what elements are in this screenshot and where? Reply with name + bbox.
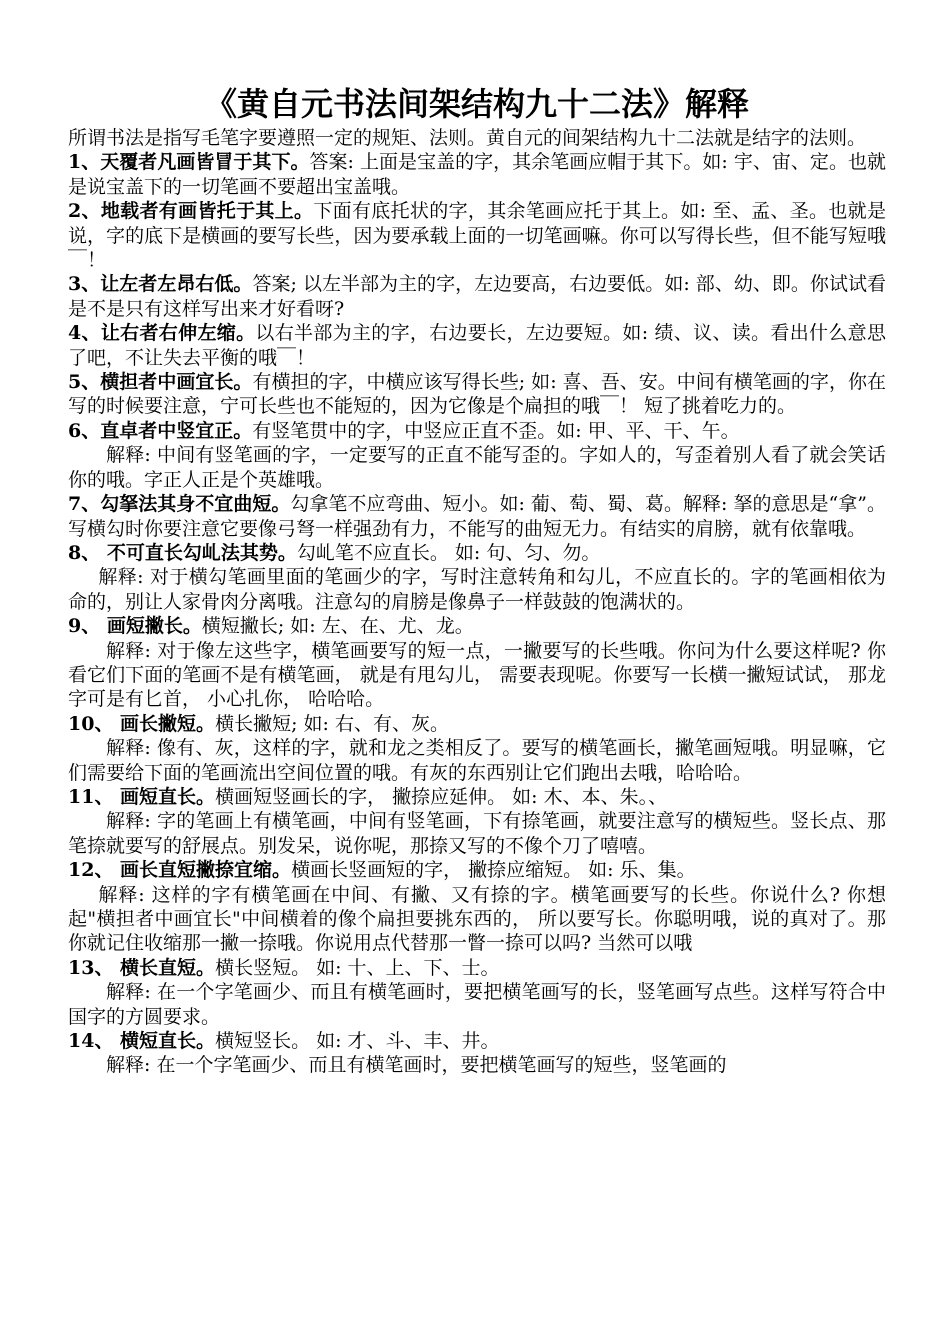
rule-14-explanation: 解释: 在一个字笔画少、而且有横笔画时，要把横笔画写的短些，竖笔画的: [106, 1054, 727, 1077]
rule-heading: 4、让右者右伸左缩。: [68, 322, 256, 345]
rule-10: [68, 712, 886, 736]
rule-body: 答案: 上面是宝盖的字，其余笔画应帽于其下。如: 宇、宙、定。也就是说宝盖下的一切笔画不要超出宝盖哦。: [68, 151, 886, 198]
rule-11-explanation: 解释: 字的笔画上有横笔画，中间有竖笔画，下有捺笔画，就要注意写的横短些。竖长点、那笔捺就要写的舒展点。别发呆，说你呢，那捺又写的不像个刀了嘻嘻。: [68, 810, 886, 857]
rule-heading: 10、 画长撇短。: [68, 712, 216, 735]
rule-6-explanation: 解释: 中间有竖笔画的字，一定要写的正直不能写歪的。字如人的，写歪着别人看了就会笑话你的哦。字正人正是个英雄哦。: [68, 444, 886, 491]
rule-4: [68, 321, 886, 370]
rule-9: [68, 614, 886, 638]
rule-heading: 11、 画短直长。: [68, 785, 216, 808]
rule-body: 横短撇长; 如: 左、在、尤、龙。: [201, 615, 474, 638]
rule-8-explanation: 解释: 对于横勾笔画里面的笔画少的字，写时注意转角和勾儿，不应直长的。字的笔画相依为命的，别让人家骨肉分离哦。注意勾的肩膀是像鼻子一样鼓鼓的饱满状的。: [68, 566, 886, 613]
rule-10-explanation: 解释: 像有、灰，这样的字，就和龙之类相反了。要写的横笔画长，撇笔画短哦。明显嘛，它们需要给下面的笔画流出空间位置的哦。有灰的东西别让它们跑出去哦，哈哈哈。: [68, 737, 886, 784]
rule-body: 横画短竖画长的字， 撇捺应延伸。 如: 木、本、朱。、: [215, 785, 668, 808]
rule-8: [68, 541, 886, 565]
rule-heading: 2、地载者有画皆托于其上。: [68, 200, 314, 223]
rule-heading: 13、 横长直短。: [68, 956, 216, 979]
rule-5: [68, 370, 886, 419]
rule-3: [68, 272, 886, 321]
rule-2: [68, 199, 886, 272]
rule-heading: 1、天覆者凡画皆冒于其下。: [68, 151, 310, 174]
rule-7: [68, 492, 886, 541]
rule-body: 横长撇短; 如: 右、有、灰。: [215, 712, 449, 735]
rule-heading: 7、勾拏法其身不宜曲短。: [68, 493, 291, 516]
rule-13-explanation: 解释: 在一个字笔画少、而且有横笔画时，要把横笔画写的长，竖笔画写点些。这样写符合中国字的方圆要求。: [68, 981, 886, 1028]
rule-heading: 14、 横短直长。: [68, 1030, 216, 1053]
rule-body: 以右半部为主的字，右边要长，左边要短。如: 绩、议、读。看出什么意思了吧，不让失去平衡的哦￣！: [68, 322, 886, 369]
rule-9-explanation: 解释: 对于像左这些字，横笔画要写的短一点，一撇要写的长些哦。你问为什么要这样呢? 你看它们下面的笔画不是有横笔画， 就是有甩勾儿， 需要表现呢。你要写一长横一撇短试试， 那龙字可是有匕首， 小心扎你， 哈哈哈。: [68, 639, 886, 711]
rule-11: [68, 785, 886, 809]
rule-heading: 3、让左者左昂右低。: [68, 273, 253, 296]
rule-body: 答案; 以左半部为主的字，左边要高，右边要低。如: 部、幼、即。你试试看是不是只有这样写出来才好看呀?: [68, 273, 886, 320]
rule-body: 勾拿笔不应弯曲、短小。如: 葡、萄、蜀、葛。解释: 拏的意思是“拿”。写横勾时你要注意它要像弓弩一样强劲有力，不能写的曲短无力。有结实的肩膀，就有依靠哦。: [68, 493, 886, 540]
rule-12: [68, 858, 886, 882]
document-page: [68, 84, 886, 1078]
rule-13: [68, 956, 886, 980]
rule-heading: 6、直卓者中竖宜正。: [68, 419, 253, 442]
intro-paragraph: 所谓书法是指写毛笔字要遵照一定的规矩、法则。黄自元的间架结构九十二法就是结字的法则。: [68, 127, 867, 149]
rule-body: 有横担的字，中横应该写得长些; 如: 喜、吾、安。中间有横笔画的字，你在写的时候要注意，宁可长些也不能短的，因为它像是个扁担的哦￣！ 短了挑着吃力的。: [68, 371, 886, 418]
rule-body: 横长竖短。 如: 十、上、下、士。: [215, 956, 500, 979]
rule-12-explanation: 解释: 这样的字有横笔画在中间、有撇、又有捺的字。横笔画要写的长些。你说什么? 你想起"横担者中画宜长"中间横着的像个扁担要挑东西的， 所以要写长。你聪明哦，说的真对了。那你就记住收缩那一撇一捺哦。你说用点代替那一瞥一捺可以吗? 当然可以哦: [68, 883, 886, 955]
rule-body: 勾乢笔不应直长。 如: 句、匀、勿。: [296, 541, 601, 564]
rule-body: 横画长竖画短的字， 撇捺应缩短。 如: 乐、集。: [291, 859, 696, 882]
rule-body: 有竖笔贯中的字，中竖应正直不歪。如: 甲、平、干、午。: [252, 419, 740, 442]
rule-body: 下面有底托状的字，其余笔画应托于其上。如: 至、孟、圣。也就是说，字的底下是横画的要写长些，因为要承载上面的一切笔画嘛。你可以写得长些，但不能写短哦￣！: [68, 200, 886, 272]
rule-heading: 9、 画短撇长。: [68, 615, 202, 638]
rule-heading: 12、 画长直短撇捺宜缩。: [68, 859, 292, 882]
rule-14: [68, 1029, 886, 1053]
rule-1: [68, 150, 886, 199]
rule-heading: 8、 不可直长勾乢法其势。: [68, 541, 297, 564]
rule-body: 横短竖长。 如: 才、斗、丰、井。: [215, 1030, 500, 1053]
rule-heading: 5、横担者中画宜长。: [68, 371, 253, 394]
document-title: 《黄自元书法间架结构九十二法》解释: [204, 85, 749, 123]
rule-6: [68, 419, 886, 443]
